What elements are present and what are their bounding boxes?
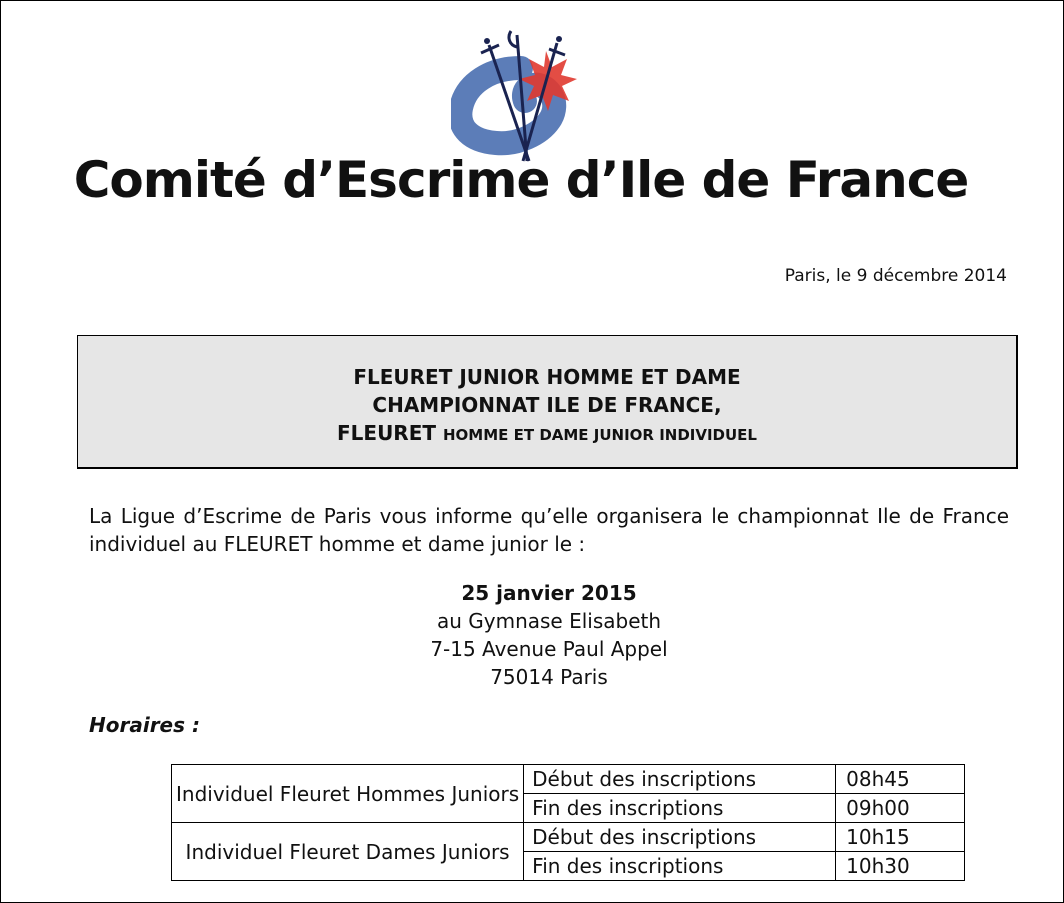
table-row <box>172 765 965 794</box>
schedule-row-time: 09h00 <box>836 794 965 823</box>
event-title-category: HOMME ET DAME JUNIOR INDIVIDUEL <box>442 426 757 444</box>
schedule-row-time: 10h15 <box>836 823 965 852</box>
schedule-row-label: Fin des inscriptions <box>524 852 836 881</box>
schedule-row-time: 08h45 <box>836 765 965 794</box>
event-title-line-2: CHAMPIONNAT ILE DE FRANCE, <box>372 393 722 417</box>
fencing-logo-icon <box>451 23 601 168</box>
event-title-box <box>77 335 1018 469</box>
venue-block <box>89 579 1009 691</box>
intro-paragraph: La Ligue d’Escrime de Paris vous informe qu’elle organisera le championnat Ile de France individuel au FLEURET homme et dame junior le : <box>89 504 1009 556</box>
venue-street: 7-15 Avenue Paul Appel <box>430 637 668 661</box>
schedule-group-name: Individuel Fleuret Dames Juniors <box>172 823 524 881</box>
schedule-heading: Horaires : <box>89 713 200 737</box>
schedule-row-label: Début des inscriptions <box>524 765 836 794</box>
organization-title: Comité d’Escrime d’Ile de France <box>73 151 969 209</box>
schedule-row-time: 10h30 <box>836 852 965 881</box>
venue-city: 75014 Paris <box>490 665 608 689</box>
schedule-row-label: Fin des inscriptions <box>524 794 836 823</box>
event-date: 25 janvier 2015 <box>461 581 637 605</box>
table-row <box>172 823 965 852</box>
schedule-group-name: Individuel Fleuret Hommes Juniors <box>172 765 524 823</box>
document-date: Paris, le 9 décembre 2014 <box>784 266 1007 286</box>
schedule-row-label: Début des inscriptions <box>524 823 836 852</box>
event-title-weapon: FLEURET <box>337 421 437 445</box>
event-title-line-1: FLEURET JUNIOR HOMME ET DAME <box>353 365 741 389</box>
venue-place: au Gymnase Elisabeth <box>436 609 662 633</box>
event-title-line-3 <box>78 419 1016 449</box>
schedule-table <box>171 764 965 881</box>
